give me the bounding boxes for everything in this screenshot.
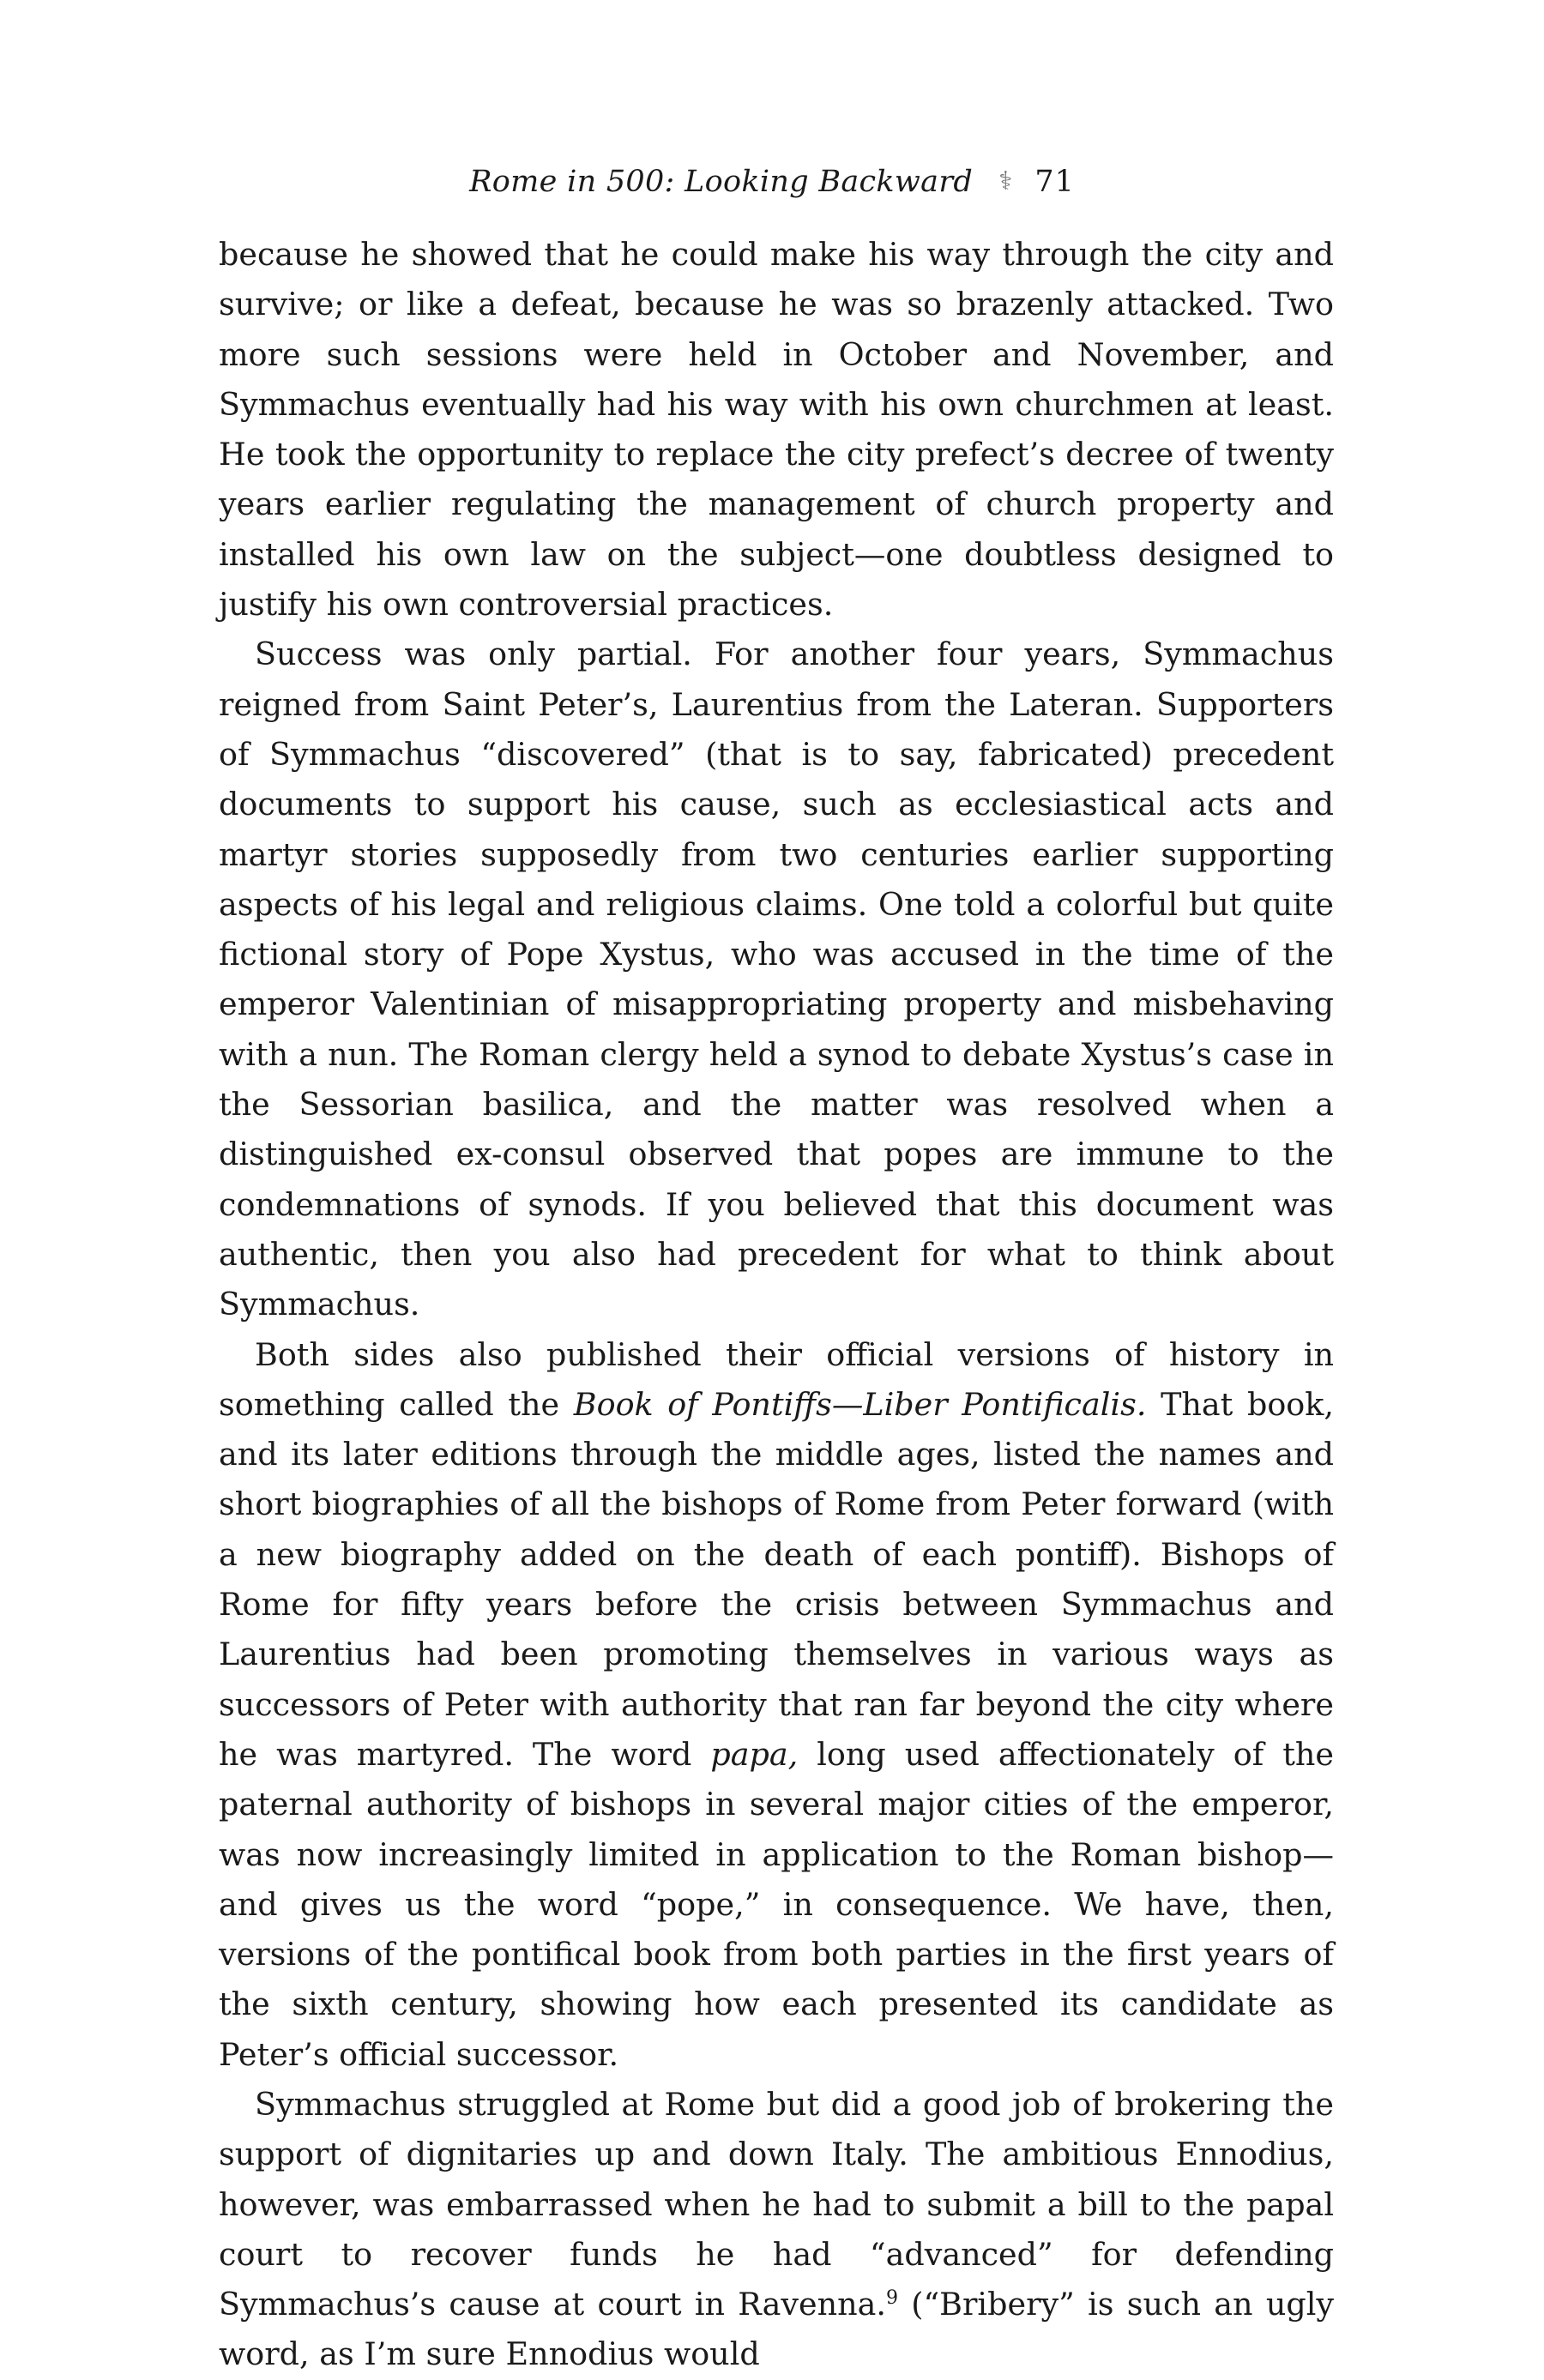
paragraph-text: Both sides also published their official versions of history in something called the — [219, 1335, 1334, 1423]
paragraph-text: Success was only partial. For another four years, Symmachus reigned from Saint Peter’s, Laurentius from the Lateran. Supporters of Symmachus “discovered” (that is to say, fabricated) precedent documents to support his cause, such as ecclesiastical acts and martyr stories supposedly from two centuries earlier supporting aspects of his legal and religious claims. One told a colorful but quite fictional story of Pope Xystus, who was accused in the time of the emperor Valentinian of misappropriating property and misbehaving with a nun. The Roman clergy held a synod to debate Xystus’s case in the Sessorian basilica, and the matter was resolved when a distinguished ex-consul observed that popes are immune to the condemnations of synods. If you believed that this document was authentic, then you also had precedent for what to think about Symmachus. — [219, 636, 1334, 1323]
paragraph-text: because he showed that he could make his way through the city and survive; or like a defeat, because he was so brazenly attacked. Two more such sessions were held in October and November, and Symmachus eventually had his way with his own churchmen at least. He took the opportunity to replace the city prefect’s decree of twenty years earlier regulating the management of church property and installed his own law on the subject—one doubtless designed to justify his own controversial practices. — [219, 236, 1334, 624]
footnote-marker: 9 — [885, 2287, 898, 2310]
paragraph-text: Symmachus struggled at Rome but did a good job of brokering the support of dignitaries up and down Italy. The ambitious Ennodius, however, was embarrassed when he had to submit a bill to the papal court to recover funds he had “advanced” for defending Symmachus’s cause at court in Ravenna. — [219, 2085, 1334, 2323]
paragraph-text: long used affectionately of the paternal authority of bishops in several major cities of the emperor, was now increasingly limited in application to the Roman bishop—and gives us the word “pope,” in consequence. We have, then, versions of the pontifical book from both parties in the first years of the sixth century, showing how each presented its candidate as Peter’s official successor. — [219, 1735, 1334, 2073]
paragraph-2 — [219, 630, 1334, 1329]
body-text — [219, 230, 1334, 2380]
paragraph-3 — [219, 1330, 1334, 2080]
book-title-italic: Book of Pontiffs—Liber Pontificalis. — [573, 1385, 1147, 1423]
paragraph-text: (“Bribery” is such an ugly word, as I’m sure Ennodius would — [219, 2286, 1334, 2373]
paragraph-4 — [219, 2080, 1334, 2380]
latin-term-italic: papa, — [710, 1735, 799, 1773]
paragraph-1 — [219, 230, 1334, 630]
paragraph-text: That book, and its later editions through the middle ages, listed the names and short biographies of all the bishops of Rome from Peter forward (with a new biography added on the death of each pontiff). Bishops of Rome for fifty years before the crisis between Symmachus and Laurentius had been promoting themselves in various ways as successors of Peter with authority that ran far beyond the city where he was martyred. The word — [219, 1385, 1334, 1773]
caduceus-ornament-icon: ⚕ — [998, 166, 1013, 196]
running-head-title: Rome in 500: Looking Backward — [469, 165, 974, 199]
page-number: 71 — [1034, 165, 1075, 199]
running-head — [0, 163, 1544, 201]
